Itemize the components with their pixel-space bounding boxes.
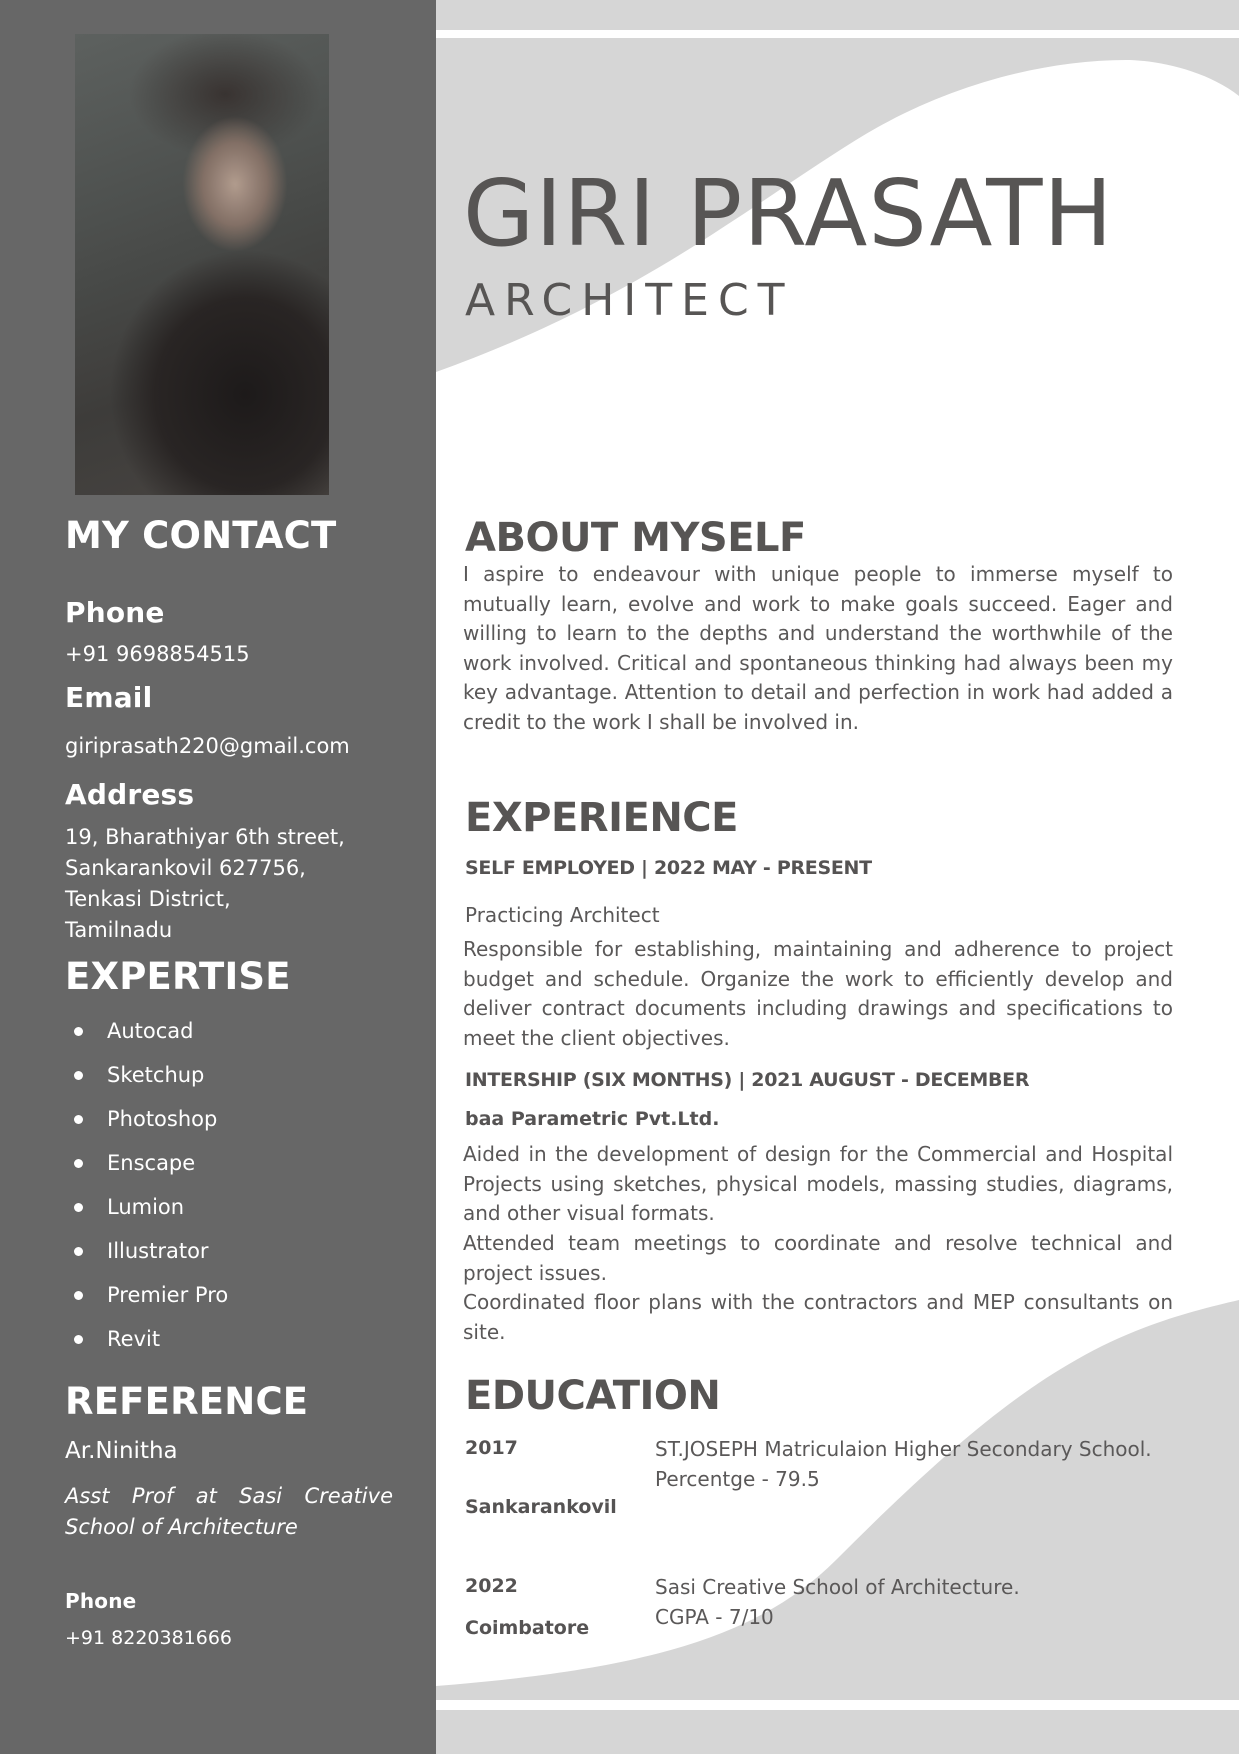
address-line: Sankarankovil 627756, <box>65 856 306 880</box>
bullet-icon <box>74 1027 83 1036</box>
reference-phone-value[interactable]: +91 8220381666 <box>65 1627 233 1649</box>
job-point: Coordinated floor plans with the contractors and MEP consultants on site. <box>463 1290 1173 1344</box>
about-heading: ABOUT MYSELF <box>465 515 806 561</box>
education-score: CGPA - 7/10 <box>655 1604 774 1629</box>
about-text: I aspire to endeavour with unique people to immerse myself to mutually learn, evolve and work to make goals succeed. Eager and willing to learn to the depths and understand the worthwhile of the work involved. Critical and spontaneous thinking had always been my key advantage. Attention to detail and perfection in work had added a credit to the work I shall be involved in. <box>463 562 1173 734</box>
profile-photo <box>75 34 329 495</box>
expertise-item <box>72 1317 228 1361</box>
education-institution: ST.JOSEPH Matriculaion Higher Secondary School. <box>655 1437 1152 1461</box>
bullet-icon <box>74 1115 83 1124</box>
expertise-label: Premier Pro <box>107 1283 229 1307</box>
address-value <box>65 822 405 946</box>
phone-label: Phone <box>65 596 165 629</box>
job-header: INTERSHIP (SIX MONTHS) | 2021 AUGUST - DECEMBER <box>465 1069 1030 1091</box>
bullet-icon <box>74 1203 83 1212</box>
bullet-icon <box>74 1335 83 1344</box>
expertise-label: Lumion <box>107 1195 185 1219</box>
sidebar <box>0 0 436 1754</box>
expertise-label: Enscape <box>107 1151 196 1175</box>
expertise-item <box>72 1053 228 1097</box>
contact-heading: MY CONTACT <box>65 514 337 557</box>
reference-heading: REFERENCE <box>65 1380 309 1423</box>
reference-name: Ar.Ninitha <box>65 1438 178 1464</box>
job-point: Aided in the development of design for the Commercial and Hospital Projects using sketches, physical models, massing studies, diagrams, and other visual formats. <box>463 1142 1173 1225</box>
candidate-title: ARCHITECT <box>465 275 794 326</box>
expertise-item <box>72 1141 228 1185</box>
education-year: 2022 <box>465 1575 518 1597</box>
expertise-item <box>72 1009 228 1053</box>
education-score: Percentge - 79.5 <box>655 1466 820 1491</box>
bullet-icon <box>74 1159 83 1168</box>
reference-phone-label: Phone <box>65 1589 137 1613</box>
experience-heading: EXPERIENCE <box>465 795 738 841</box>
job-header: SELF EMPLOYED | 2022 MAY - PRESENT <box>465 857 872 879</box>
education-year: 2017 <box>465 1437 518 1459</box>
phone-value[interactable]: +91 9698854515 <box>65 642 250 666</box>
expertise-heading: EXPERTISE <box>65 955 291 998</box>
job-point: Attended team meetings to coordinate and resolve technical and project issues. <box>463 1231 1173 1285</box>
expertise-label: Photoshop <box>107 1107 218 1131</box>
education-place: Coimbatore <box>465 1617 590 1639</box>
expertise-label: Autocad <box>107 1019 194 1043</box>
education-heading: EDUCATION <box>465 1373 721 1419</box>
bottom-decor-bar <box>436 1710 1239 1754</box>
expertise-item <box>72 1097 228 1141</box>
expertise-item <box>72 1273 228 1317</box>
education-details <box>655 1435 1173 1494</box>
bullet-icon <box>74 1247 83 1256</box>
job-role: Practicing Architect <box>465 903 660 927</box>
address-line: Tamilnadu <box>65 918 173 942</box>
candidate-name: GIRI PRASATH <box>463 160 1114 267</box>
address-label: Address <box>65 778 195 811</box>
expertise-label: Revit <box>107 1327 161 1351</box>
address-line: Tenkasi District, <box>65 887 231 911</box>
bullet-icon <box>74 1071 83 1080</box>
expertise-label: Illustrator <box>107 1239 209 1263</box>
address-line: 19, Bharathiyar 6th street, <box>65 825 345 849</box>
expertise-label: Sketchup <box>107 1063 205 1087</box>
education-details <box>655 1573 1173 1632</box>
email-value[interactable]: giriprasath220@gmail.com <box>65 734 350 758</box>
expertise-list <box>72 1009 228 1361</box>
email-label: Email <box>65 681 153 714</box>
reference-role: Asst Prof at Sasi Creative School of Architecture <box>65 1484 393 1539</box>
expertise-item <box>72 1229 228 1273</box>
job-description: Responsible for establishing, maintaining and adherence to project budget and schedule. Organize the work to efficiently develop and deliver contract documents including drawings and specifications to meet the client objectives. <box>463 937 1173 1050</box>
education-place: Sankarankovil <box>465 1496 617 1518</box>
job-company: baa Parametric Pvt.Ltd. <box>465 1108 720 1130</box>
education-institution: Sasi Creative School of Architecture. <box>655 1575 1020 1599</box>
bullet-icon <box>74 1291 83 1300</box>
expertise-item <box>72 1185 228 1229</box>
